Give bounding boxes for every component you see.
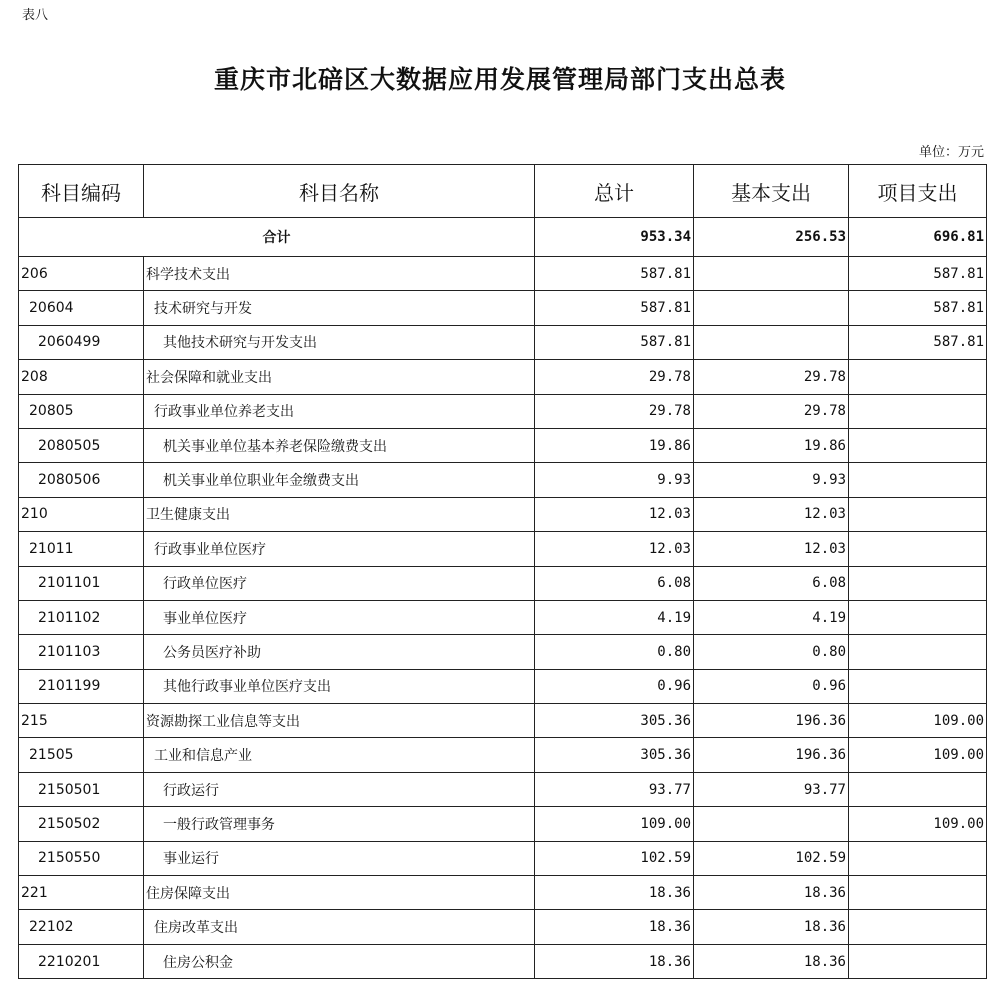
cell-name: 事业运行 xyxy=(144,841,535,875)
table-row xyxy=(19,841,987,875)
cell-project xyxy=(849,428,987,462)
cell-total: 29.78 xyxy=(535,394,694,428)
cell-total: 109.00 xyxy=(535,807,694,841)
unit-label: 单位：万元 xyxy=(918,145,984,160)
header-code: 科目编码 xyxy=(19,165,144,218)
table-row xyxy=(19,428,987,462)
cell-total: 18.36 xyxy=(535,910,694,944)
cell-name: 卫生健康支出 xyxy=(144,497,535,531)
cell-basic: 18.36 xyxy=(694,876,849,910)
table-row xyxy=(19,566,987,600)
cell-total: 587.81 xyxy=(535,257,694,291)
cell-basic: 6.08 xyxy=(694,566,849,600)
cell-project: 109.00 xyxy=(849,807,987,841)
cell-total: 587.81 xyxy=(535,325,694,359)
page-title: 重庆市北碚区大数据应用发展管理局部门支出总表 xyxy=(213,65,786,94)
table-row xyxy=(19,257,987,291)
cell-total: 0.96 xyxy=(535,669,694,703)
cell-name: 行政事业单位医疗 xyxy=(144,532,535,566)
table-row xyxy=(19,532,987,566)
cell-name: 事业单位医疗 xyxy=(144,600,535,634)
cell-basic: 4.19 xyxy=(694,600,849,634)
total-project-value: 696.81 xyxy=(849,218,987,257)
cell-name: 机关事业单位基本养老保险缴费支出 xyxy=(144,428,535,462)
cell-basic: 18.36 xyxy=(694,944,849,978)
cell-code: 2150502 xyxy=(19,807,144,841)
cell-code: 2150550 xyxy=(19,841,144,875)
cell-basic: 196.36 xyxy=(694,738,849,772)
cell-basic: 29.78 xyxy=(694,394,849,428)
cell-project xyxy=(849,635,987,669)
cell-project xyxy=(849,910,987,944)
table-row xyxy=(19,910,987,944)
cell-basic xyxy=(694,291,849,325)
cell-code: 221 xyxy=(19,876,144,910)
cell-total: 0.80 xyxy=(535,635,694,669)
cell-name: 行政事业单位养老支出 xyxy=(144,394,535,428)
cell-name: 科学技术支出 xyxy=(144,257,535,291)
cell-name: 资源勘探工业信息等支出 xyxy=(144,704,535,738)
cell-project xyxy=(849,566,987,600)
cell-basic: 0.96 xyxy=(694,669,849,703)
cell-project xyxy=(849,497,987,531)
cell-project: 587.81 xyxy=(849,325,987,359)
cell-basic: 102.59 xyxy=(694,841,849,875)
cell-basic xyxy=(694,257,849,291)
cell-code: 210 xyxy=(19,497,144,531)
header-basic: 基本支出 xyxy=(694,165,849,218)
cell-basic: 29.78 xyxy=(694,360,849,394)
cell-name: 住房保障支出 xyxy=(144,876,535,910)
cell-basic xyxy=(694,807,849,841)
cell-project xyxy=(849,841,987,875)
cell-code: 208 xyxy=(19,360,144,394)
cell-basic: 12.03 xyxy=(694,532,849,566)
table-row xyxy=(19,738,987,772)
cell-total: 6.08 xyxy=(535,566,694,600)
cell-code: 2080506 xyxy=(19,463,144,497)
table-number-label: 表八 xyxy=(22,8,49,23)
header-name: 科目名称 xyxy=(144,165,535,218)
cell-code: 2101199 xyxy=(19,669,144,703)
cell-total: 12.03 xyxy=(535,497,694,531)
header-project: 项目支出 xyxy=(849,165,987,218)
cell-basic: 19.86 xyxy=(694,428,849,462)
cell-basic: 9.93 xyxy=(694,463,849,497)
cell-name: 一般行政管理事务 xyxy=(144,807,535,841)
cell-code: 22102 xyxy=(19,910,144,944)
cell-name: 社会保障和就业支出 xyxy=(144,360,535,394)
cell-name: 机关事业单位职业年金缴费支出 xyxy=(144,463,535,497)
cell-name: 住房公积金 xyxy=(144,944,535,978)
cell-total: 29.78 xyxy=(535,360,694,394)
cell-project: 587.81 xyxy=(849,257,987,291)
cell-code: 2080505 xyxy=(19,428,144,462)
cell-project xyxy=(849,394,987,428)
table-row xyxy=(19,669,987,703)
cell-total: 587.81 xyxy=(535,291,694,325)
cell-name: 工业和信息产业 xyxy=(144,738,535,772)
table-row xyxy=(19,360,987,394)
cell-name: 行政运行 xyxy=(144,772,535,806)
table-row xyxy=(19,772,987,806)
cell-total: 102.59 xyxy=(535,841,694,875)
cell-total: 19.86 xyxy=(535,428,694,462)
cell-name: 其他技术研究与开发支出 xyxy=(144,325,535,359)
cell-total: 305.36 xyxy=(535,704,694,738)
cell-name: 公务员医疗补助 xyxy=(144,635,535,669)
cell-project xyxy=(849,600,987,634)
cell-total: 18.36 xyxy=(535,944,694,978)
cell-project xyxy=(849,944,987,978)
cell-project xyxy=(849,772,987,806)
table-row xyxy=(19,600,987,634)
cell-name: 其他行政事业单位医疗支出 xyxy=(144,669,535,703)
table-row xyxy=(19,291,987,325)
cell-code: 21011 xyxy=(19,532,144,566)
cell-basic: 12.03 xyxy=(694,497,849,531)
table-row xyxy=(19,463,987,497)
cell-code: 2101101 xyxy=(19,566,144,600)
table-row xyxy=(19,807,987,841)
cell-name: 住房改革支出 xyxy=(144,910,535,944)
cell-total: 4.19 xyxy=(535,600,694,634)
table-header-row xyxy=(19,165,987,218)
total-basic-value: 256.53 xyxy=(694,218,849,257)
cell-name: 行政单位医疗 xyxy=(144,566,535,600)
cell-code: 2150501 xyxy=(19,772,144,806)
cell-project: 109.00 xyxy=(849,704,987,738)
cell-project: 109.00 xyxy=(849,738,987,772)
table-row xyxy=(19,876,987,910)
cell-code: 2101102 xyxy=(19,600,144,634)
cell-code: 206 xyxy=(19,257,144,291)
header-total: 总计 xyxy=(535,165,694,218)
cell-name: 技术研究与开发 xyxy=(144,291,535,325)
cell-basic: 93.77 xyxy=(694,772,849,806)
cell-code: 2210201 xyxy=(19,944,144,978)
cell-total: 9.93 xyxy=(535,463,694,497)
cell-basic xyxy=(694,325,849,359)
table-row xyxy=(19,394,987,428)
cell-project xyxy=(849,532,987,566)
cell-project xyxy=(849,669,987,703)
table-row xyxy=(19,635,987,669)
cell-project xyxy=(849,876,987,910)
cell-total: 93.77 xyxy=(535,772,694,806)
cell-basic: 0.80 xyxy=(694,635,849,669)
table-row xyxy=(19,944,987,978)
table-total-row xyxy=(19,218,987,257)
cell-project xyxy=(849,463,987,497)
table-row xyxy=(19,325,987,359)
table-row xyxy=(19,704,987,738)
total-label: 合计 xyxy=(19,218,535,257)
cell-code: 215 xyxy=(19,704,144,738)
expenditure-table xyxy=(18,164,987,979)
cell-code: 2101103 xyxy=(19,635,144,669)
cell-code: 20805 xyxy=(19,394,144,428)
table-row xyxy=(19,497,987,531)
cell-basic: 18.36 xyxy=(694,910,849,944)
total-value: 953.34 xyxy=(535,218,694,257)
cell-total: 305.36 xyxy=(535,738,694,772)
cell-basic: 196.36 xyxy=(694,704,849,738)
cell-project: 587.81 xyxy=(849,291,987,325)
cell-code: 21505 xyxy=(19,738,144,772)
cell-code: 2060499 xyxy=(19,325,144,359)
cell-code: 20604 xyxy=(19,291,144,325)
cell-total: 18.36 xyxy=(535,876,694,910)
cell-total: 12.03 xyxy=(535,532,694,566)
cell-project xyxy=(849,360,987,394)
